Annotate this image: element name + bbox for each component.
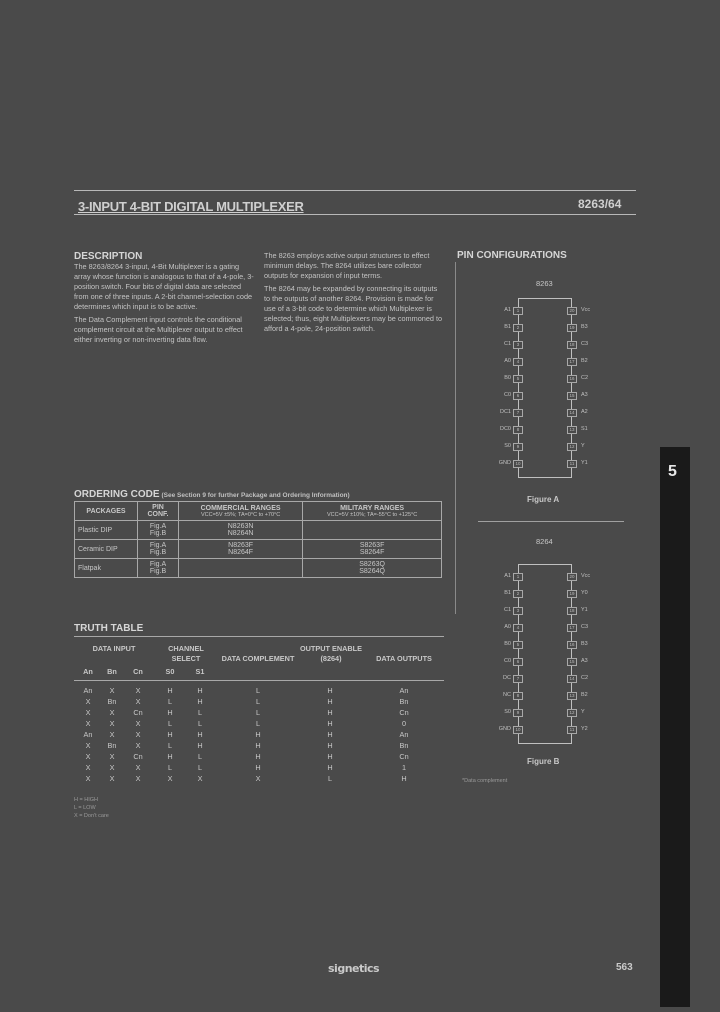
- truth-table-row: [74, 730, 444, 740]
- pin-label: A0: [504, 358, 511, 364]
- th-data-input: DATA INPUT: [92, 644, 136, 653]
- truth-table-cell: An: [83, 730, 93, 739]
- truth-table-cell: H: [197, 741, 203, 750]
- pin-label: A1: [504, 573, 511, 579]
- pin-label: A0: [504, 624, 511, 630]
- description-heading: DESCRIPTION: [74, 251, 143, 262]
- pin-label: Vcc: [581, 573, 591, 579]
- pin-label: Y: [581, 709, 585, 715]
- pin-number: 15: [567, 392, 577, 400]
- pin-label: A3: [581, 658, 588, 664]
- pin-number: 13: [567, 426, 577, 434]
- truth-table-row: [74, 774, 444, 784]
- pin-number: 1: [513, 573, 523, 581]
- truth-table-cell: L: [327, 774, 333, 783]
- truth-table-cell: H: [327, 686, 333, 695]
- section-tab: [660, 447, 690, 1007]
- pin-number: 6: [513, 392, 523, 400]
- figure-b-caption: Figure B: [527, 757, 560, 766]
- chip-a-label: 8263: [536, 279, 553, 288]
- ordering-note: (See Section 9 for further Package and Ordering Information): [161, 492, 350, 499]
- truth-table-cell: X: [135, 697, 141, 706]
- figure-a-caption: Figure A: [527, 495, 560, 504]
- truth-table-cell: H: [167, 686, 173, 695]
- truth-table-row: [74, 752, 444, 762]
- pin-number: 2: [513, 590, 523, 598]
- pin-label: S0: [504, 443, 511, 449]
- truth-table-cell: H: [327, 741, 333, 750]
- truth-table-cell: H: [197, 730, 203, 739]
- truth-table-row: [74, 741, 444, 751]
- pin-number: 12: [567, 709, 577, 717]
- page-number: 563: [616, 962, 633, 973]
- pin-number: 4: [513, 624, 523, 632]
- pin-label: DC1: [499, 409, 511, 415]
- pin-number: 15: [567, 658, 577, 666]
- truth-table-cell: Cn: [399, 708, 409, 717]
- chip-b-label: 8264: [536, 537, 553, 546]
- pin-label: Y2: [581, 726, 588, 732]
- column-divider: [455, 262, 456, 614]
- truth-table-cell: X: [135, 763, 141, 772]
- truth-table-rule-top: [74, 636, 444, 637]
- col-commercial: COMMERCIAL RANGES VCC=5V ±5%; TA=0°C to +70°C: [179, 502, 303, 521]
- pin-label: Y0: [581, 590, 588, 596]
- truth-table-cell: X: [135, 730, 141, 739]
- chip-a-body: [498, 298, 591, 478]
- description-paragraph-3: The 8263 employs active output structures to effect minimum delays. The 8264 utilizes bare collector outputs for expansion of input terms.: [264, 251, 430, 280]
- truth-table-cell: X: [85, 774, 91, 783]
- col-pin-conf: PIN CONF.: [138, 502, 179, 521]
- pin-label: B1: [504, 324, 511, 330]
- section-number: 5: [668, 463, 677, 480]
- pin-label: C0: [503, 392, 511, 398]
- truth-table-cell: X: [85, 763, 91, 772]
- truth-table-cell: H: [255, 741, 261, 750]
- truth-table-cell: L: [197, 752, 203, 761]
- pin-number: 10: [513, 460, 523, 468]
- pin-label: A1: [504, 307, 511, 313]
- truth-table-cell: 1: [401, 763, 407, 772]
- truth-table-cell: H: [255, 752, 261, 761]
- truth-table-cell: H: [327, 752, 333, 761]
- pin-label: S1: [581, 426, 588, 432]
- chip-b-body: [498, 564, 591, 744]
- truth-table-cell: H: [401, 774, 407, 783]
- part-number: 8263/64: [578, 197, 622, 211]
- truth-table-cell: L: [255, 697, 261, 706]
- truth-table-cell: X: [135, 686, 141, 695]
- pin-number: 6: [513, 658, 523, 666]
- truth-table-row: [74, 686, 444, 696]
- truth-table-cell: X: [109, 719, 115, 728]
- truth-table-cell: L: [167, 719, 173, 728]
- truth-table-cell: An: [83, 686, 93, 695]
- pin-number: 3: [513, 607, 523, 615]
- pin-number: 8: [513, 692, 523, 700]
- pin-number: 20: [567, 307, 577, 315]
- truth-table-row: [74, 763, 444, 773]
- sub-bn: Bn: [107, 667, 117, 676]
- pin-label: B2: [581, 358, 588, 364]
- truth-table-cell: L: [255, 719, 261, 728]
- sub-cn: Cn: [133, 667, 143, 676]
- description-paragraph-4: The 8264 may be expanded by connecting its outputs to the outputs of another 8264. Provision is made for use of a 3-bit code to determine which Multiplexer is selected; thus, eight Multiplexers may be commoned to afford a 4-pole, 24-position switch.: [264, 284, 443, 333]
- col-packages: PACKAGES: [75, 502, 138, 521]
- truth-table-cell: X: [109, 774, 115, 783]
- pin-number: 3: [513, 341, 523, 349]
- truth-table-cell: H: [327, 708, 333, 717]
- pin-label: Vcc: [581, 307, 591, 313]
- truth-table-cell: H: [255, 730, 261, 739]
- ordering-row: Ceramic DIP Fig.A Fig.B N8263F N8264F S8263F S8264F: [75, 540, 442, 559]
- truth-table-row: [74, 719, 444, 729]
- pin-label: A2: [581, 409, 588, 415]
- pin-label: Y1: [581, 460, 588, 466]
- pin-config-heading: PIN CONFIGURATIONS: [457, 250, 567, 261]
- pin-number: 16: [567, 641, 577, 649]
- pin-label: C1: [503, 607, 511, 613]
- truth-table-cell: X: [135, 741, 141, 750]
- truth-table-cell: X: [85, 708, 91, 717]
- truth-table-cell: X: [109, 752, 115, 761]
- sub-s0: S0: [165, 667, 175, 676]
- pin-number: 7: [513, 675, 523, 683]
- truth-table-cell: X: [85, 719, 91, 728]
- col-military: MILITARY RANGES VCC=5V ±10%; TA=-55°C to +125°C: [303, 502, 442, 521]
- pin-number: 8: [513, 426, 523, 434]
- pin-label: C2: [581, 375, 589, 381]
- pin-label: B2: [581, 692, 588, 698]
- pin-number: 17: [567, 624, 577, 632]
- pin-number: 11: [567, 726, 577, 734]
- truth-table-cell: H: [327, 719, 333, 728]
- truth-table-cell: X: [85, 741, 91, 750]
- pin-label: GND: [498, 726, 511, 732]
- truth-table-cell: X: [109, 686, 115, 695]
- pin-number: 1: [513, 307, 523, 315]
- pin-label: B3: [581, 324, 588, 330]
- truth-table-cell: H: [327, 697, 333, 706]
- truth-table-cell: Cn: [399, 752, 409, 761]
- th-data-outputs: DATA OUTPUTS: [376, 654, 432, 663]
- sub-s1: S1: [195, 667, 205, 676]
- pin-number: 4: [513, 358, 523, 366]
- truth-table-heading: TRUTH TABLE: [74, 623, 144, 634]
- truth-table-rule-header: [74, 680, 444, 681]
- pin-number: 16: [567, 375, 577, 383]
- pin-label: C0: [503, 658, 511, 664]
- truth-table-cell: L: [197, 719, 203, 728]
- truth-table-cell: An: [399, 686, 409, 695]
- truth-table-cell: X: [109, 730, 115, 739]
- pin-number: 5: [513, 375, 523, 383]
- header-rule-bottom: [74, 214, 636, 215]
- truth-table-row: [74, 697, 444, 707]
- pin-label: DC0: [499, 426, 511, 432]
- truth-table-cell: L: [167, 763, 173, 772]
- pin-number: 14: [567, 409, 577, 417]
- truth-table-cell: L: [197, 763, 203, 772]
- truth-table-cell: H: [167, 730, 173, 739]
- ordering-row: Flatpak Fig.A Fig.B S8263Q S8264Q: [75, 559, 442, 578]
- truth-table-cell: X: [255, 774, 261, 783]
- truth-table-cell: Bn: [399, 741, 409, 750]
- truth-table-cell: X: [135, 719, 141, 728]
- pin-number: 18: [567, 607, 577, 615]
- truth-table-legend: H = HIGH L = LOW X = Don't care: [74, 797, 109, 819]
- pin-label: DC: [503, 675, 511, 681]
- truth-table-cell: L: [197, 708, 203, 717]
- signetics-logo: signetics: [328, 962, 380, 975]
- truth-table-cell: H: [255, 763, 261, 772]
- ordering-heading: ORDERING CODE: [74, 489, 160, 500]
- th-output-enable: OUTPUT ENABLE (8264): [299, 644, 363, 663]
- pin-number: 14: [567, 675, 577, 683]
- pin-number: 19: [567, 324, 577, 332]
- pin-number: 17: [567, 358, 577, 366]
- description-paragraph-2: The Data Complement input controls the conditional complement circuit at the Multiplexer output to effect either inverting or non-inverting data flow.: [74, 315, 243, 344]
- description-paragraph-1: The 8263/8264 3-input, 4-Bit Multiplexer is a gating array whose function is analogous to that of a 4-pole, 3-position switch. Four bits of digital data are selected from one of three inputs. A 2-bit channel-selection code determines which input is to be active.: [74, 262, 254, 311]
- pin-label: A3: [581, 392, 588, 398]
- truth-table-cell: 0: [401, 719, 407, 728]
- pin-number: 9: [513, 443, 523, 451]
- pin-number: 13: [567, 692, 577, 700]
- truth-table-cell: H: [167, 708, 173, 717]
- pin-number: 20: [567, 573, 577, 581]
- pin-label: S0: [504, 709, 511, 715]
- description-column-1: [74, 251, 254, 348]
- truth-table-cell: An: [399, 730, 409, 739]
- pin-label: B1: [504, 590, 511, 596]
- truth-table-cell: H: [327, 763, 333, 772]
- pin-label: B3: [581, 641, 588, 647]
- page-title: 3-INPUT 4-BIT DIGITAL MULTIPLEXER: [78, 199, 304, 214]
- truth-table-cell: Bn: [107, 697, 117, 706]
- pin-footnote: *Data complement: [462, 778, 508, 784]
- truth-table-cell: X: [85, 697, 91, 706]
- pin-number: 9: [513, 709, 523, 717]
- pin-number: 7: [513, 409, 523, 417]
- ordering-heading-row: [74, 489, 444, 500]
- header-rule-top: [74, 190, 636, 191]
- truth-table-cell: L: [255, 708, 261, 717]
- truth-table-cell: Bn: [107, 741, 117, 750]
- pin-label: Y1: [581, 607, 588, 613]
- truth-table-row: [74, 708, 444, 718]
- truth-table-cell: Cn: [133, 752, 143, 761]
- pin-label: B0: [504, 375, 511, 381]
- description-column-2: [264, 251, 444, 337]
- th-data-complement: DATA COMPLEMENT: [221, 654, 295, 663]
- truth-table-cell: H: [167, 752, 173, 761]
- pin-label: C3: [581, 341, 589, 347]
- truth-table-cell: X: [85, 752, 91, 761]
- th-channel-select: CHANNEL SELECT: [168, 644, 204, 663]
- pin-label: B0: [504, 641, 511, 647]
- pin-number: 18: [567, 341, 577, 349]
- truth-table-cell: Bn: [399, 697, 409, 706]
- truth-table-cell: X: [197, 774, 203, 783]
- truth-table-cell: H: [327, 730, 333, 739]
- truth-table-cell: L: [167, 741, 173, 750]
- pin-label: C2: [581, 675, 589, 681]
- sub-an: An: [83, 667, 93, 676]
- truth-table-cell: X: [109, 708, 115, 717]
- pin-number: 10: [513, 726, 523, 734]
- pin-number: 5: [513, 641, 523, 649]
- truth-table-cell: H: [197, 697, 203, 706]
- pin-label: GND: [498, 460, 511, 466]
- pin-number: 19: [567, 590, 577, 598]
- truth-table-cell: X: [167, 774, 173, 783]
- pin-number: 11: [567, 460, 577, 468]
- pin-label: NC: [503, 692, 511, 698]
- pin-label: C1: [503, 341, 511, 347]
- truth-table-cell: X: [135, 774, 141, 783]
- truth-table-cell: X: [109, 763, 115, 772]
- truth-table-cell: Cn: [133, 708, 143, 717]
- pin-number: 2: [513, 324, 523, 332]
- ordering-table: [74, 501, 442, 578]
- truth-table-cell: L: [255, 686, 261, 695]
- pin-label: Y: [581, 443, 585, 449]
- truth-table-cell: L: [167, 697, 173, 706]
- ordering-row: Plastic DIP Fig.A Fig.B N8263N N8264N: [75, 521, 442, 540]
- pin-label: C3: [581, 624, 589, 630]
- pin-number: 12: [567, 443, 577, 451]
- truth-table-cell: H: [197, 686, 203, 695]
- figure-separator: [478, 521, 624, 522]
